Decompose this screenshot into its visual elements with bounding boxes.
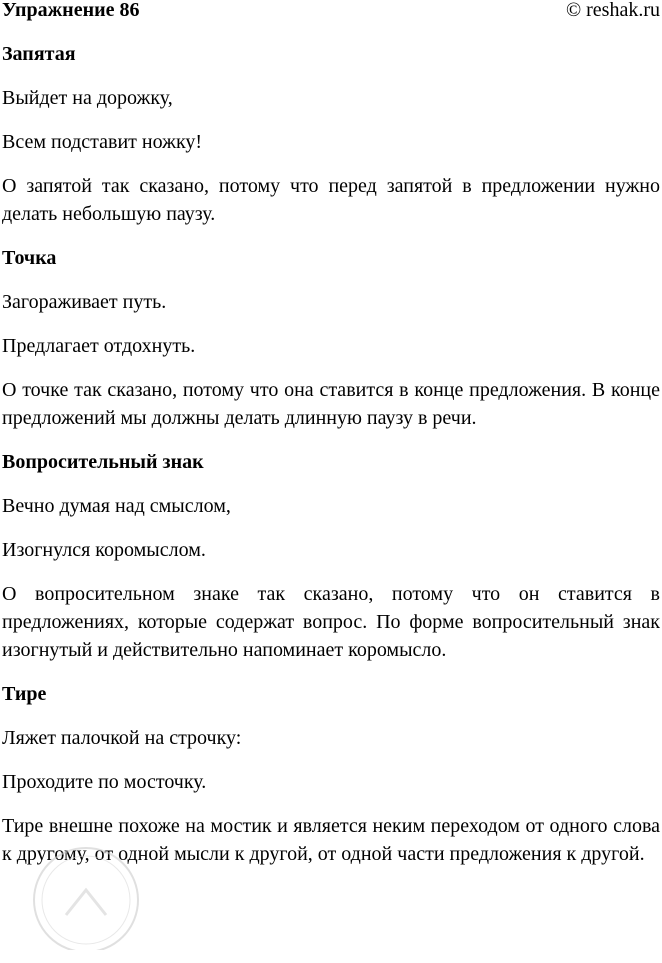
- document-body: [2, 40, 660, 884]
- section-title: Точка: [2, 247, 57, 269]
- riddle-line: Загораживает путь.: [2, 291, 167, 313]
- riddle-line: Изогнулся коромыслом.: [2, 539, 206, 561]
- section-title: Вопросительный знак: [2, 451, 204, 473]
- section-period: [2, 244, 660, 432]
- explanation-paragraph: Тире внешне похоже на мостик и является неким переходом от одного слова к другому, от одной мысли к другой, от одной части предложения к другой.: [2, 815, 660, 865]
- section-dash: [2, 680, 660, 868]
- riddle-line: Ляжет палочкой на строчку:: [2, 727, 242, 749]
- riddle-line: Проходите по мосточку.: [2, 771, 207, 793]
- riddle-line: Всем подставит ножку!: [2, 131, 203, 153]
- riddle-line: Вечно думая над смыслом,: [2, 495, 231, 517]
- riddle-line: Выйдет на дорожку,: [2, 87, 173, 109]
- section-comma: [2, 40, 660, 228]
- explanation-paragraph: О запятой так сказано, потому что перед запятой в предложении нужно делать небольшую паузу.: [2, 175, 660, 225]
- section-title: Тире: [2, 683, 47, 705]
- copyright-label: © reshak.ru: [565, 0, 660, 21]
- riddle-line: Предлагает отдохнуть.: [2, 335, 196, 357]
- explanation-paragraph: О вопросительном знаке так сказано, потому что он ставится в предложениях, которые содержат вопрос. По форме вопросительный знак изогнутый и действительно напоминает коромысло.: [2, 583, 660, 661]
- page-header: [2, 0, 660, 22]
- section-question-mark: [2, 448, 660, 664]
- exercise-title: Упражнение 86: [2, 0, 140, 21]
- section-title: Запятая: [2, 43, 76, 65]
- explanation-paragraph: О точке так сказано, потому что она ставится в конце предложения. В конце предложений мы должны делать длинную паузу в речи.: [2, 379, 660, 429]
